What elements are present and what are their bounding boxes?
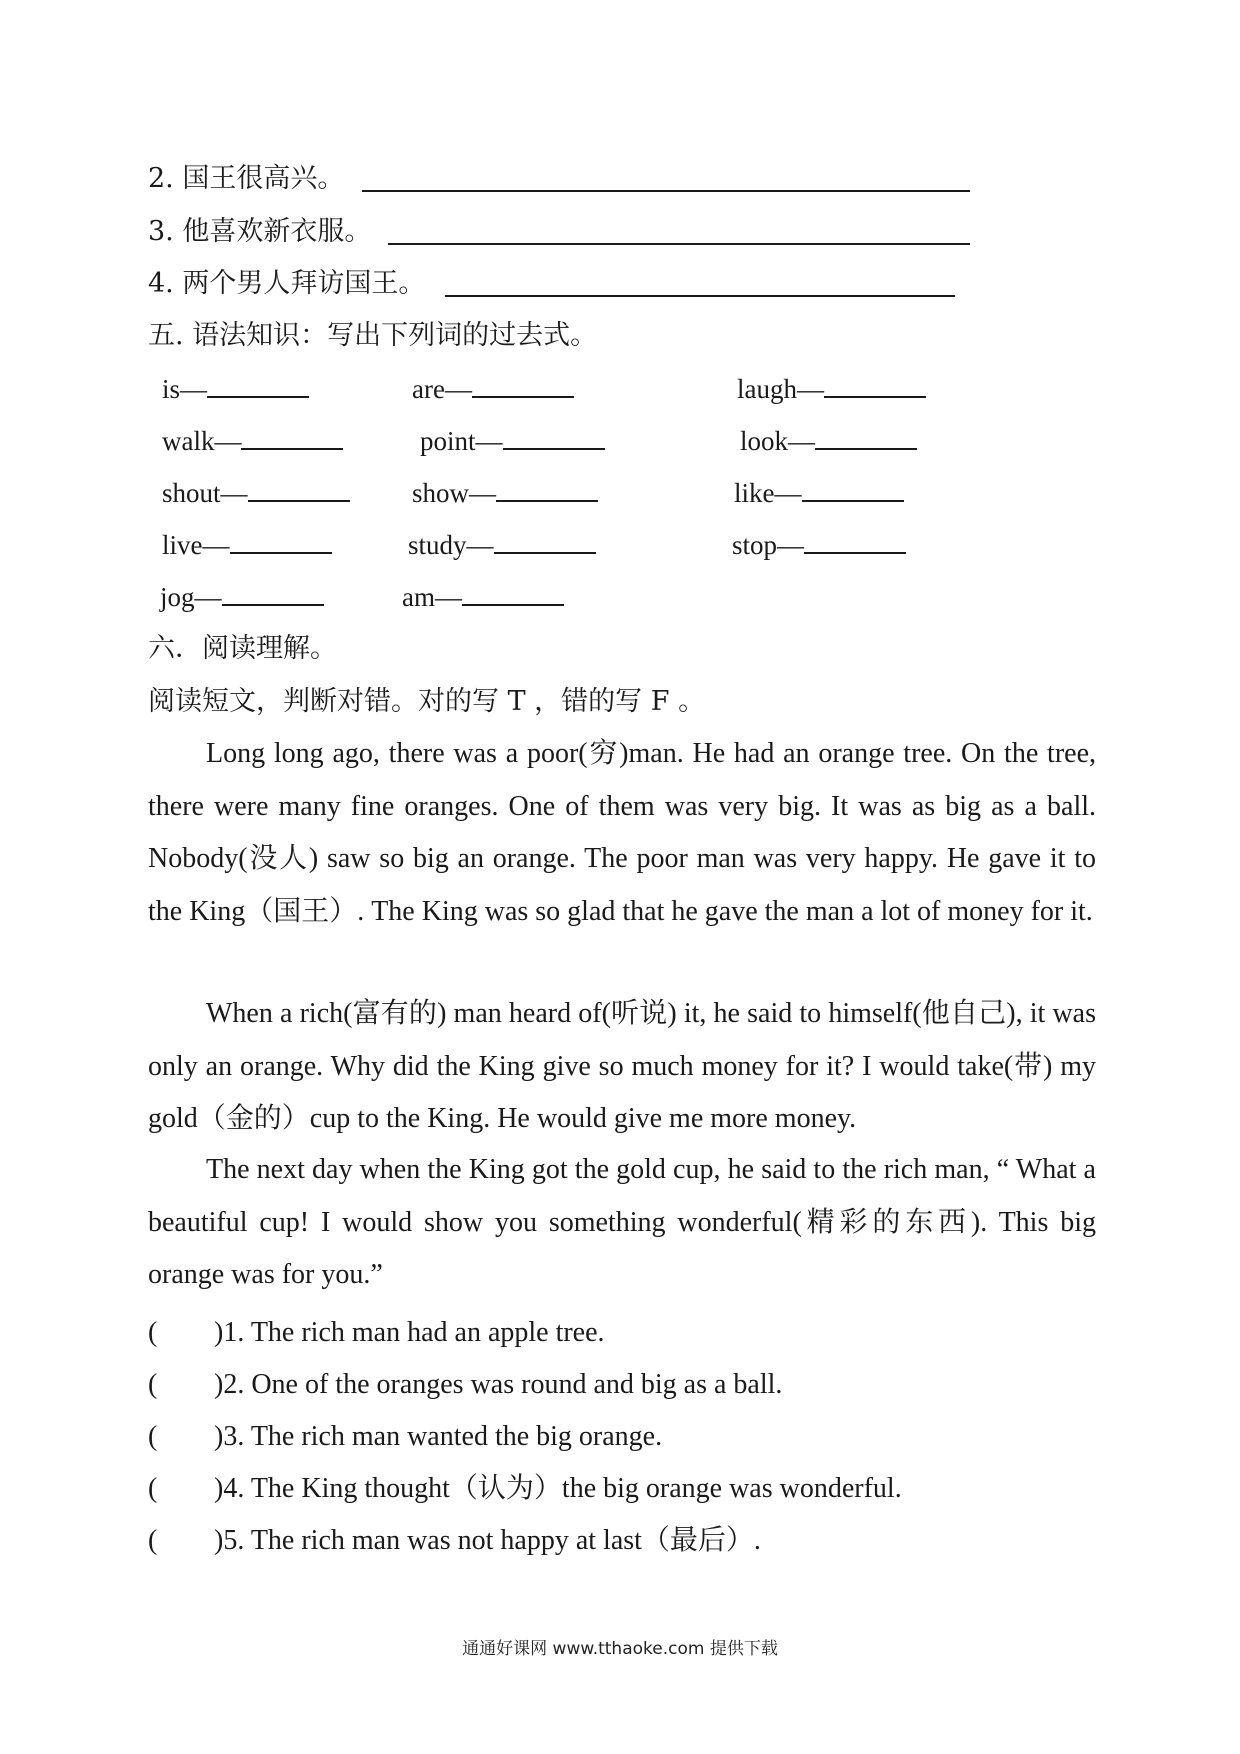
verb-label: are— — [412, 374, 472, 404]
tf-question-4 — [148, 1467, 902, 1511]
answer-blank[interactable] — [248, 472, 350, 502]
answer-blank[interactable] — [207, 368, 309, 398]
translation-item-text: 4. 两个男人拜访国王。 — [148, 268, 426, 299]
question-text: )4. The King thought（认为）the big orange was wonderful. — [214, 1473, 902, 1504]
answer-paren[interactable]: ( — [148, 1369, 158, 1400]
verb-label: like— — [734, 478, 802, 508]
verb-blank-item[interactable] — [732, 524, 906, 564]
verb-label: stop— — [732, 530, 805, 560]
verb-label: laugh— — [737, 374, 824, 404]
answer-blank[interactable] — [815, 420, 917, 450]
reading-instruction: 阅读短文，判断对错。对的写 T ，错的写 F 。 — [148, 686, 706, 717]
footer-download-note: 通通好课网 www.tthaoke.com 提供下载 — [462, 1639, 778, 1659]
tf-question-2 — [148, 1363, 782, 1407]
verb-label: look— — [740, 426, 816, 456]
verb-label: shout— — [162, 478, 248, 508]
verb-label: live— — [162, 530, 230, 560]
answer-blank[interactable] — [494, 524, 596, 554]
tf-question-5 — [148, 1519, 761, 1563]
verb-blank-item[interactable] — [160, 576, 324, 616]
answer-blank[interactable] — [462, 576, 564, 606]
verb-blank-item[interactable] — [162, 420, 343, 460]
section-6-heading: 六．阅读理解。 — [148, 633, 337, 664]
answer-blank[interactable] — [472, 368, 574, 398]
answer-blank[interactable] — [230, 524, 332, 554]
question-text: )2. One of the oranges was round and big as a ball. — [214, 1369, 783, 1400]
tf-question-3 — [148, 1415, 662, 1459]
question-text: )1. The rich man had an apple tree. — [214, 1317, 605, 1348]
verb-blank-item[interactable] — [162, 472, 350, 512]
verb-label: show— — [412, 478, 497, 508]
answer-blank[interactable] — [496, 472, 598, 502]
passage-paragraph-1: Long long ago, there was a poor(穷)man. He had an orange tree. On the tree, there were many fine oranges. One of them was very big. It was as big as a ball. Nobody(没人) saw so big an orange. The poor man was very happy. He gave it to the King（国王）. The King was so glad that he gave the man a lot of money for it. — [148, 738, 1096, 927]
passage-paragraph-3: The next day when the King got the gold cup, he said to the rich man, “ What a beautiful cup! I would show you something wonderful(精彩的东西). This big orange was for you.” — [148, 1154, 1096, 1290]
answer-paren[interactable]: ( — [148, 1473, 158, 1504]
verb-label: is— — [162, 374, 208, 404]
verb-blank-item[interactable] — [162, 368, 309, 408]
translation-item-2 — [148, 157, 344, 201]
answer-blank[interactable] — [222, 576, 324, 606]
verb-blank-item[interactable] — [740, 420, 917, 460]
verb-label: jog— — [160, 582, 222, 612]
answer-blank[interactable] — [388, 243, 970, 245]
translation-item-3 — [148, 210, 371, 254]
verb-label: am— — [402, 582, 462, 612]
verb-label: study— — [408, 530, 494, 560]
answer-blank[interactable] — [362, 190, 970, 192]
answer-blank[interactable] — [824, 368, 926, 398]
section-5-heading: 五. 语法知识：写出下列词的过去式。 — [148, 320, 598, 351]
answer-blank[interactable] — [445, 295, 955, 297]
question-text: )3. The rich man wanted the big orange. — [214, 1421, 663, 1452]
answer-paren[interactable]: ( — [148, 1525, 158, 1556]
translation-item-4 — [148, 262, 425, 306]
verb-blank-item[interactable] — [412, 368, 574, 408]
verb-blank-item[interactable] — [162, 524, 332, 564]
verb-blank-item[interactable] — [402, 576, 564, 616]
question-text: )5. The rich man was not happy at last（最后）. — [214, 1525, 761, 1556]
translation-item-text: 3. 他喜欢新衣服。 — [148, 216, 372, 247]
verb-blank-item[interactable] — [420, 420, 605, 460]
verb-blank-item[interactable] — [408, 524, 596, 564]
translation-item-text: 2. 国王很高兴。 — [148, 163, 345, 194]
answer-blank[interactable] — [503, 420, 605, 450]
passage-paragraph-2: When a rich(富有的) man heard of(听说) it, he said to himself(他自己), it was only an orange. Why did the King give so much money for it? I would take(带) my gold（金的）cup to the King. He would give me more money. — [148, 998, 1096, 1134]
answer-blank[interactable] — [804, 524, 906, 554]
verb-blank-item[interactable] — [737, 368, 926, 408]
verb-label: point— — [420, 426, 503, 456]
tf-question-1 — [148, 1311, 605, 1355]
verb-blank-item[interactable] — [734, 472, 904, 512]
verb-label: walk— — [162, 426, 242, 456]
answer-blank[interactable] — [241, 420, 343, 450]
answer-blank[interactable] — [802, 472, 904, 502]
answer-paren[interactable]: ( — [148, 1317, 158, 1348]
answer-paren[interactable]: ( — [148, 1421, 158, 1452]
verb-blank-item[interactable] — [412, 472, 598, 512]
